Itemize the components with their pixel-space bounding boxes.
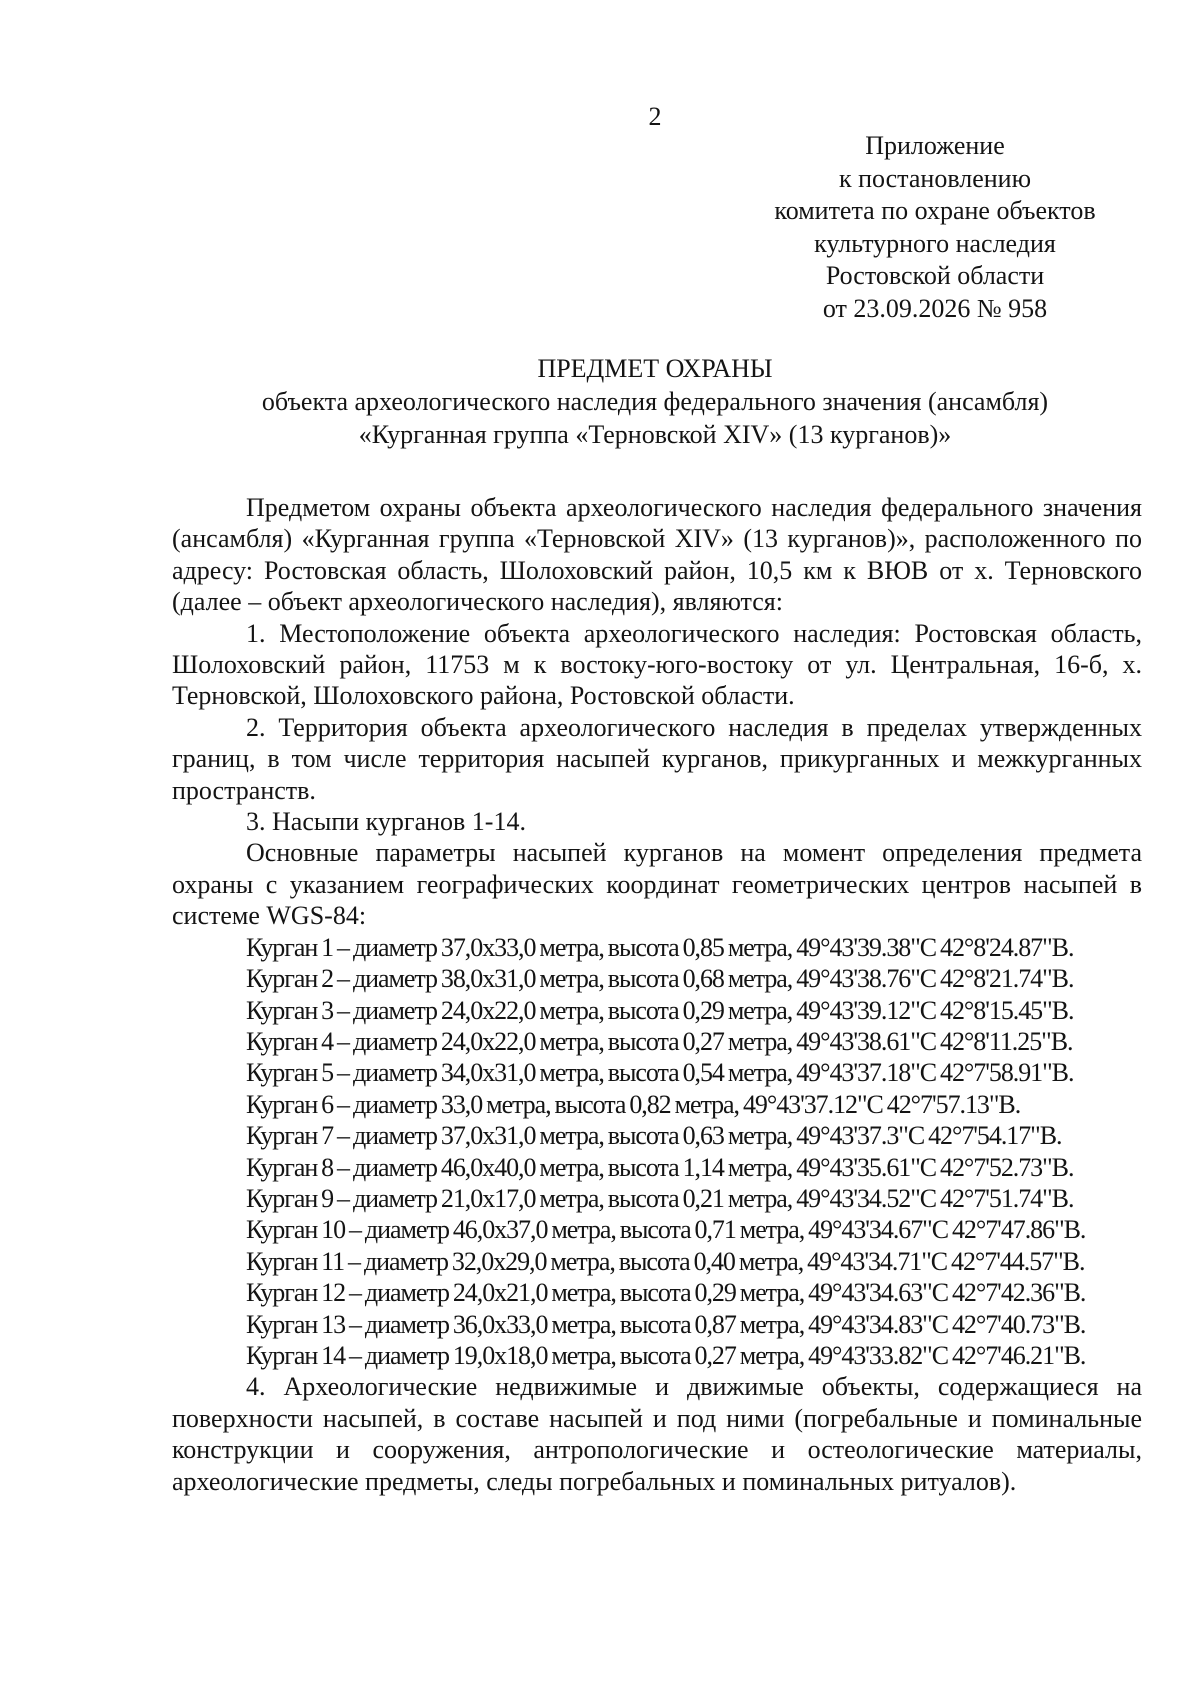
document-body bbox=[172, 492, 1142, 1497]
page-number: 2 bbox=[648, 102, 662, 131]
mound-item: Курган 5 – диаметр 34,0х31,0 метра, высота 0,54 метра, 49°43'37.18"С 42°7'58.91"В. bbox=[246, 1058, 1074, 1088]
appendix-line: Ростовской области bbox=[825, 261, 1045, 290]
mound-item: Курган 10 – диаметр 46,0х37,0 метра, высота 0,71 метра, 49°43'34.67"С 42°7'47.86"В. bbox=[246, 1215, 1086, 1245]
title-object-name: «Курганная группа «Терновской XIV» (13 курганов)» bbox=[358, 420, 952, 449]
item-territory: 2. Территория объекта археологического наследия в пределах утвержденных границ, в том числе территория насыпей курганов, прикурганных и межкурганных пространств. bbox=[172, 712, 1142, 805]
mound-item: Курган 1 – диаметр 37,0х33,0 метра, высота 0,85 метра, 49°43'39.38"С 42°8'24.87"В. bbox=[246, 932, 1074, 962]
mound-item: Курган 14 – диаметр 19,0х18,0 метра, высота 0,27 метра, 49°43'33.82"С 42°7'46.21"В. bbox=[246, 1340, 1086, 1370]
mound-item: Курган 13 – диаметр 36,0х33,0 метра, высота 0,87 метра, 49°43'34.83"С 42°7'40.73"В. bbox=[246, 1309, 1086, 1339]
mound-item: Курган 9 – диаметр 21,0х17,0 метра, высота 0,21 метра, 49°43'34.52"С 42°7'51.74"В. bbox=[246, 1183, 1074, 1213]
mound-item: Курган 2 – диаметр 38,0х31,0 метра, высота 0,68 метра, 49°43'38.76"С 42°8'21.74"В. bbox=[246, 964, 1074, 994]
appendix-line: к постановлению bbox=[838, 163, 1032, 193]
title-heading: ПРЕДМЕТ ОХРАНЫ bbox=[537, 354, 773, 383]
title-subheading: объекта археологического наследия федерального значения (ансамбля) bbox=[261, 387, 1049, 416]
document-title bbox=[0, 352, 1200, 451]
appendix-line: Приложение bbox=[865, 131, 1005, 160]
intro-paragraph: Предметом охраны объекта археологического наследия федерального значения (ансамбля) «Курганная группа «Терновской XIV» (13 курганов)», расположенного по адресу: Ростовская область, Шолоховский район, 10,5 км к ВЮВ от х. Терновского (далее – объект археологического наследия), являются: bbox=[172, 493, 1142, 617]
mound-item: Курган 12 – диаметр 24,0х21,0 метра, высота 0,29 метра, 49°43'34.63"С 42°7'42.36"В. bbox=[246, 1278, 1086, 1308]
mound-list bbox=[172, 932, 1142, 1372]
appendix-line: комитета по охране объектов bbox=[774, 196, 1096, 225]
mound-item: Курган 3 – диаметр 24,0х22,0 метра, высота 0,29 метра, 49°43'39.12"С 42°8'15.45"В. bbox=[246, 995, 1074, 1025]
params-intro-paragraph: Основные параметры насыпей курганов на момент определения предмета охраны с указанием географических координат геометрических центров насыпей в системе WGS-84: bbox=[172, 838, 1142, 931]
mound-item: Курган 8 – диаметр 46,0х40,0 метра, высота 1,14 метра, 49°43'35.61"С 42°7'52.73"В. bbox=[246, 1152, 1074, 1182]
appendix-line: от 23.09.2026 № 958 bbox=[822, 293, 1048, 323]
mound-item: Курган 11 – диаметр 32,0х29,0 метра, высота 0,40 метра, 49°43'34.71"С 42°7'44.57"В. bbox=[246, 1246, 1085, 1276]
mound-item: Курган 6 – диаметр 33,0 метра, высота 0,82 метра, 49°43'37.12"С 42°7'57.13"В. bbox=[246, 1089, 1021, 1119]
item-mounds: 3. Насыпи курганов 1-14. bbox=[246, 807, 526, 837]
mound-item: Курган 7 – диаметр 37,0х31,0 метра, высота 0,63 метра, 49°43'37.3"С 42°7'54.17"В. bbox=[246, 1121, 1062, 1151]
appendix-line: культурного наследия bbox=[814, 228, 1056, 258]
item-location: 1. Местоположение объекта археологического наследия: Ростовская область, Шолоховский район, 11753 м к востоку-юго-востоку от ул. Центральная, 16-б, х. Терновской, Шолоховского района, Ростовской области. bbox=[172, 618, 1142, 711]
mound-item: Курган 4 – диаметр 24,0х22,0 метра, высота 0,27 метра, 49°43'38.61"С 42°8'11.25"В. bbox=[246, 1026, 1073, 1056]
item-archaeological-objects: 4. Археологические недвижимые и движимые объекты, содержащиеся на поверхности насыпей, в составе насыпей и под ними (погребальные и поминальные конструкции и сооружения, антропологические и остеологические материалы, археологические предметы, следы погребальных и поминальных ритуалов). bbox=[172, 1372, 1142, 1496]
appendix-header bbox=[740, 130, 1130, 325]
